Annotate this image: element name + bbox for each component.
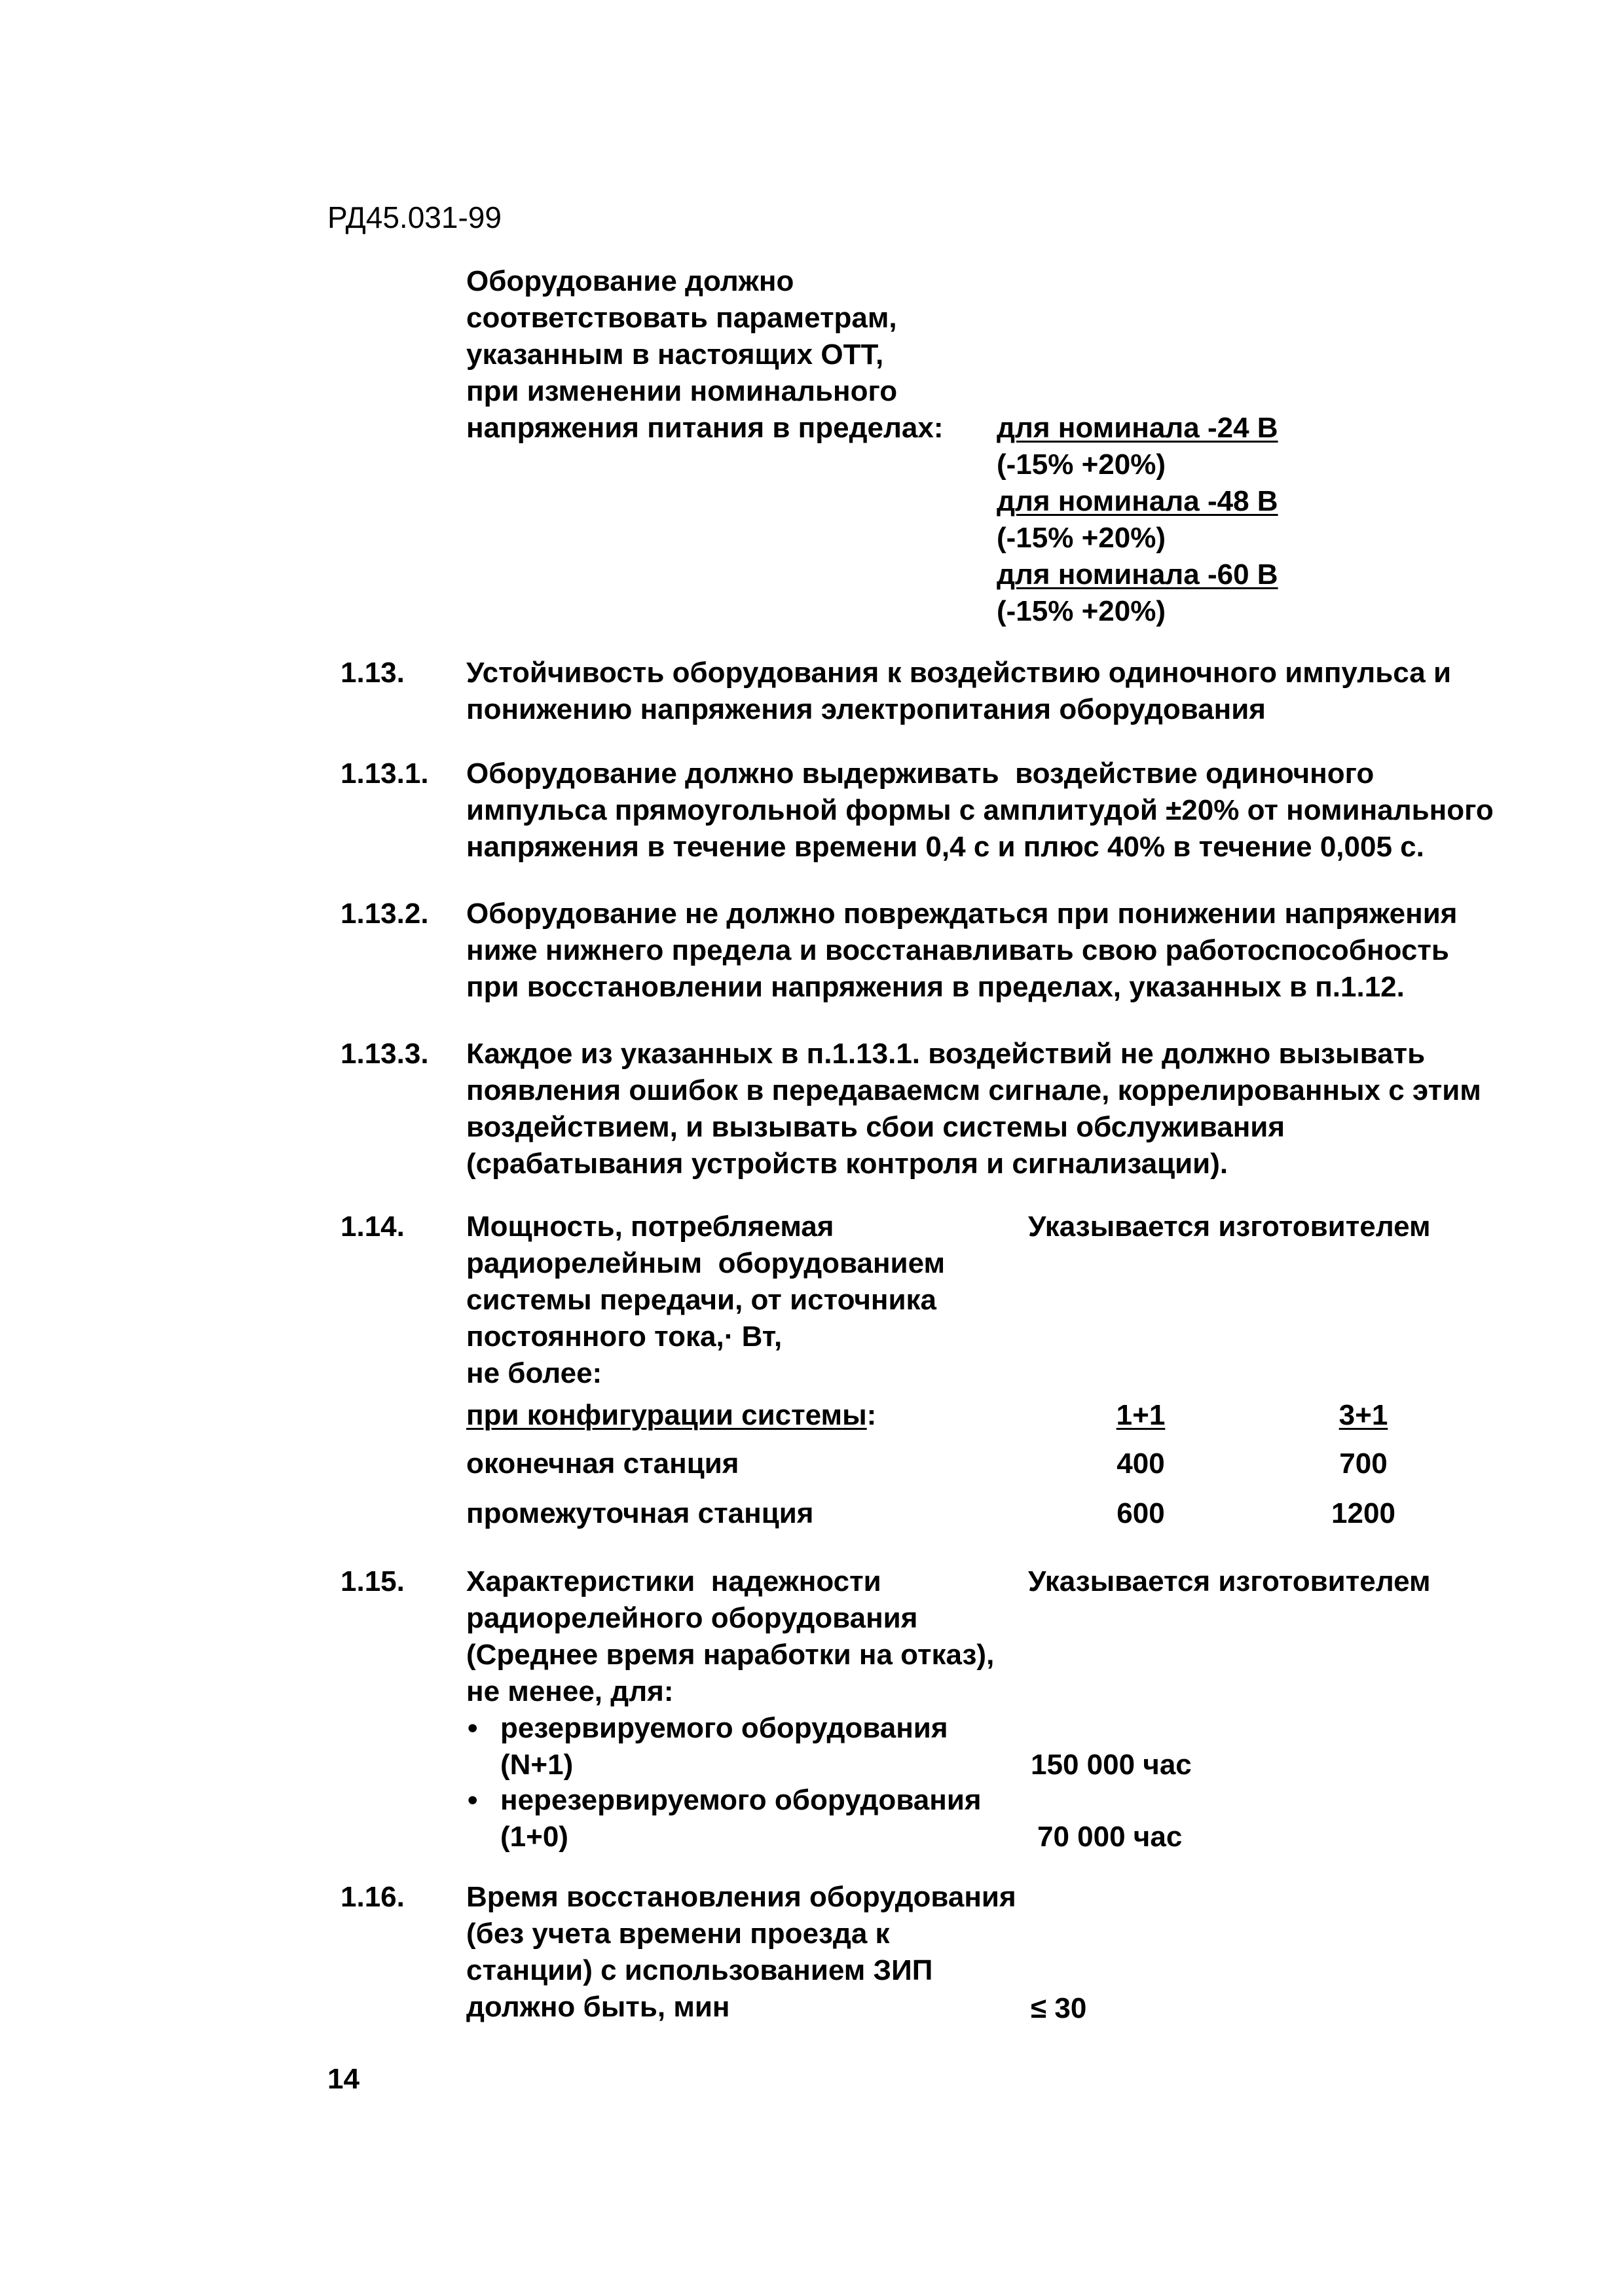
reliability-value-redundant: 150 000 час bbox=[1031, 1749, 1192, 1781]
list-item-config: (N+1) bbox=[500, 1749, 574, 1781]
text-line: воздействием, и вызывать сбои системы обслуживания bbox=[466, 1111, 1285, 1143]
list-item-config: (1+0) bbox=[500, 1821, 568, 1853]
text-line: Оборудование должно выдерживать воздействие одиночного bbox=[466, 757, 1375, 790]
intro-line: Оборудование должно bbox=[466, 265, 794, 297]
cell-terminal-3-plus-1: 700 bbox=[1339, 1448, 1388, 1480]
config-header-label: при конфигурации системы bbox=[466, 1399, 867, 1431]
section-1-13-3-text bbox=[466, 1036, 1481, 1182]
text-line: Характеристики надежности bbox=[466, 1565, 881, 1597]
text-line: (срабатывания устройств контроля и сигнализации). bbox=[466, 1148, 1228, 1180]
text-line: (Среднее время наработки на отказ), bbox=[466, 1639, 995, 1671]
section-number-1-13-2: 1.13.2. bbox=[341, 898, 429, 930]
page-number: 14 bbox=[327, 2063, 360, 2095]
section-1-13-2-text bbox=[466, 896, 1457, 1006]
intro-line: при изменении номинального bbox=[466, 375, 898, 407]
row-label-intermediate: промежуточная станция bbox=[466, 1497, 814, 1529]
section-number-1-15: 1.15. bbox=[341, 1565, 405, 1597]
cell-intermediate-3-plus-1: 1200 bbox=[1331, 1497, 1395, 1529]
text-line: Мощность, потребляемая bbox=[466, 1211, 834, 1243]
nominal-60: для номинала -60 В bbox=[997, 558, 1278, 591]
list-item: • нерезервируемого оборудования bbox=[500, 1782, 982, 1819]
section-number-1-14: 1.14. bbox=[341, 1211, 405, 1243]
reliability-item-redundant bbox=[500, 1710, 948, 1783]
tolerance-48: (-15% +20%) bbox=[997, 522, 1166, 554]
section-1-16-text bbox=[466, 1879, 1016, 2026]
cell-terminal-1-plus-1: 400 bbox=[1116, 1448, 1165, 1480]
section-1-13-1-text bbox=[466, 756, 1494, 866]
text-line: импульса прямоугольной формы с амплитудой ±20% от номинального bbox=[466, 794, 1494, 826]
text-line: Время восстановления оборудования bbox=[466, 1881, 1016, 1913]
text-line: напряжения в течение времени 0,4 с и плюс 40% в течение 0,005 с. bbox=[466, 831, 1424, 863]
text-line: постоянного тока,· Вт, bbox=[466, 1321, 783, 1353]
section-number-1-13-3: 1.13.3. bbox=[341, 1038, 429, 1070]
section-1-14-value: Указывается изготовителем bbox=[1028, 1211, 1431, 1243]
section-number-1-13-1: 1.13.1. bbox=[341, 757, 429, 790]
section-1-15-value: Указывается изготовителем bbox=[1028, 1565, 1431, 1597]
text-line: станции) с использованием ЗИП bbox=[466, 1954, 933, 1986]
text-line: не менее, для: bbox=[466, 1675, 674, 1707]
document-code: РД45.031-99 bbox=[327, 200, 502, 234]
row-label-terminal: оконечная станция bbox=[466, 1448, 739, 1480]
text-line: Оборудование не должно повреждаться при понижении напряжения bbox=[466, 898, 1458, 930]
section-number-1-13: 1.13. bbox=[341, 657, 405, 689]
section-1-13-text bbox=[466, 655, 1451, 728]
text-line: появления ошибок в передаваемсм сигнале, коррелированных с этим bbox=[466, 1074, 1481, 1106]
text-line: не более: bbox=[466, 1357, 602, 1389]
text-line: радиорелейного оборудования bbox=[466, 1602, 918, 1634]
reliability-item-nonredundant bbox=[500, 1782, 982, 1855]
intro-text bbox=[466, 263, 944, 446]
tolerance-60: (-15% +20%) bbox=[997, 595, 1166, 627]
nominal-24: для номинала -24 В bbox=[997, 412, 1278, 444]
voltage-ranges bbox=[997, 410, 1278, 630]
text-line: (без учета времени проезда к bbox=[466, 1918, 890, 1950]
tolerance-24: (-15% +20%) bbox=[997, 448, 1166, 481]
text-line: системы передачи, от источника bbox=[466, 1284, 937, 1316]
text-line: Каждое из указанных в п.1.13.1. воздействий не должно вызывать bbox=[466, 1038, 1426, 1070]
section-number-1-16: 1.16. bbox=[341, 1881, 405, 1913]
nominal-48: для номинала -48 В bbox=[997, 485, 1278, 517]
section-1-15-text bbox=[466, 1563, 994, 1710]
config-header-colon: : bbox=[866, 1399, 877, 1431]
section-1-16-value: ≤ 30 bbox=[1031, 1992, 1087, 2024]
text-line: понижению напряжения электропитания оборудования bbox=[466, 693, 1266, 725]
intro-line: напряжения питания в пределах: bbox=[466, 412, 944, 444]
intro-line: соответствовать параметрам, bbox=[466, 302, 897, 334]
cell-intermediate-1-plus-1: 600 bbox=[1116, 1497, 1165, 1529]
reliability-value-nonredundant: 70 000 час bbox=[1037, 1821, 1183, 1853]
list-item: • резервируемого оборудования bbox=[500, 1710, 948, 1747]
column-1-plus-1: 1+1 bbox=[1116, 1399, 1166, 1431]
text-line: радиорелейным оборудованием bbox=[466, 1247, 946, 1279]
section-1-14-text bbox=[466, 1209, 945, 1392]
text-line: должно быть, мин bbox=[466, 1991, 730, 2023]
text-line: ниже нижнего предела и восстанавливать свою работоспособность bbox=[466, 934, 1449, 966]
text-line: при восстановлении напряжения в пределах, указанных в п.1.12. bbox=[466, 971, 1405, 1003]
config-header bbox=[466, 1397, 876, 1434]
column-3-plus-1: 3+1 bbox=[1338, 1399, 1388, 1431]
intro-line: указанным в настоящих ОТТ, bbox=[466, 338, 884, 371]
text-line: Устойчивость оборудования к воздействию одиночного импульса и bbox=[466, 657, 1452, 689]
